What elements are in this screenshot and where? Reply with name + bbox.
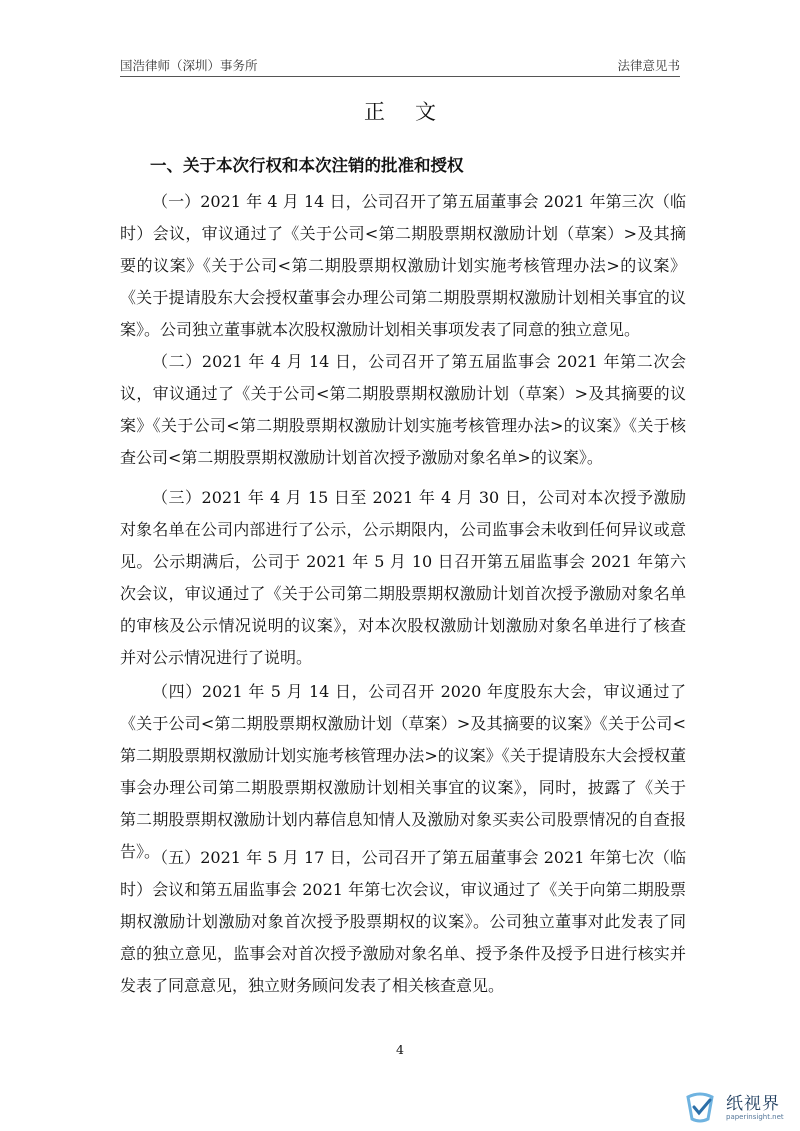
section-heading: 一、关于本次行权和本次注销的批准和授权	[150, 156, 464, 175]
watermark-text: 纸视界	[726, 1094, 780, 1114]
paragraph-5-block	[120, 842, 686, 1002]
paragraph-1: （一）2021 年 4 月 14 日，公司召开了第五届董事会 2021 年第三次（临时）会议，审议通过了《关于公司<第二期股票期权激励计划（草案）>及其摘要的议案》《关于公司<第二期股票期权激励计划实施考核管理办法>的议案》《关于提请股东大会授权董事会办理公司第二期股票期权激励计划相关事宜的议案》。公司独立董事就本次股权激励计划相关事项发表了同意的独立意见。	[120, 192, 686, 339]
paragraph-1-block	[120, 186, 686, 346]
paragraph-5: （五）2021 年 5 月 17 日，公司召开了第五届董事会 2021 年第七次（临时）会议和第五届监事会 2021 年第七次会议，审议通过了《关于向第二期股票期权激励计划激励对象首次授予股票期权的议案》。公司独立董事对此发表了同意的独立意见，监事会对首次授予激励对象名单、授予条件及授予日进行核实并发表了同意意见，独立财务顾问发表了相关核查意见。	[120, 848, 686, 995]
page-number: 4	[396, 1042, 404, 1057]
paper-insight-logo-icon	[682, 1089, 720, 1129]
watermark	[682, 1087, 792, 1127]
paragraph-2-block	[120, 346, 686, 474]
paragraph-3: （三）2021 年 4 月 15 日至 2021 年 4 月 30 日，公司对本次授予激励对象名单在公司内部进行了公示，公示期限内，公司监事会未收到任何异议或意见。公示期满后，公司于 2021 年 5 月 10 日召开第五届监事会 2021 年第六次会议，审议通过了《关于公司第二期股票期权激励计划首次授予激励对象名单的审核及公示情况说明的议案》，对本次股权激励计划激励对象名单进行了核查并对公示情况进行了说明。	[120, 488, 686, 667]
header-firm-name: 国浩律师（深圳）事务所	[120, 58, 258, 73]
paragraph-3-block	[120, 482, 686, 674]
header-doc-type: 法律意见书	[617, 58, 680, 73]
page-title: 正文	[364, 100, 466, 124]
paragraph-2: （二）2021 年 4 月 14 日，公司召开了第五届监事会 2021 年第二次会议，审议通过了《关于公司<第二期股票期权激励计划（草案）>及其摘要的议案》《关于公司<第二期股票期权激励计划实施考核管理办法>的议案》《关于核查公司<第二期股票期权激励计划首次授予激励对象名单>的议案》。	[120, 352, 686, 467]
paragraph-4: （四）2021 年 5 月 14 日，公司召开 2020 年度股东大会，审议通过了《关于公司<第二期股票期权激励计划（草案）>及其摘要的议案》《关于公司<第二期股票期权激励计划实施考核管理办法>的议案》《关于提请股东大会授权董事会办理公司第二期股票期权激励计划相关事宜的议案》，同时，披露了《关于第二期股票期权激励计划内幕信息知情人及激励对象买卖公司股票情况的自查报告》。	[120, 682, 686, 861]
watermark-url: paperinsight.net	[726, 1113, 784, 1121]
paragraph-4-block	[120, 676, 686, 868]
page-header	[120, 56, 680, 77]
